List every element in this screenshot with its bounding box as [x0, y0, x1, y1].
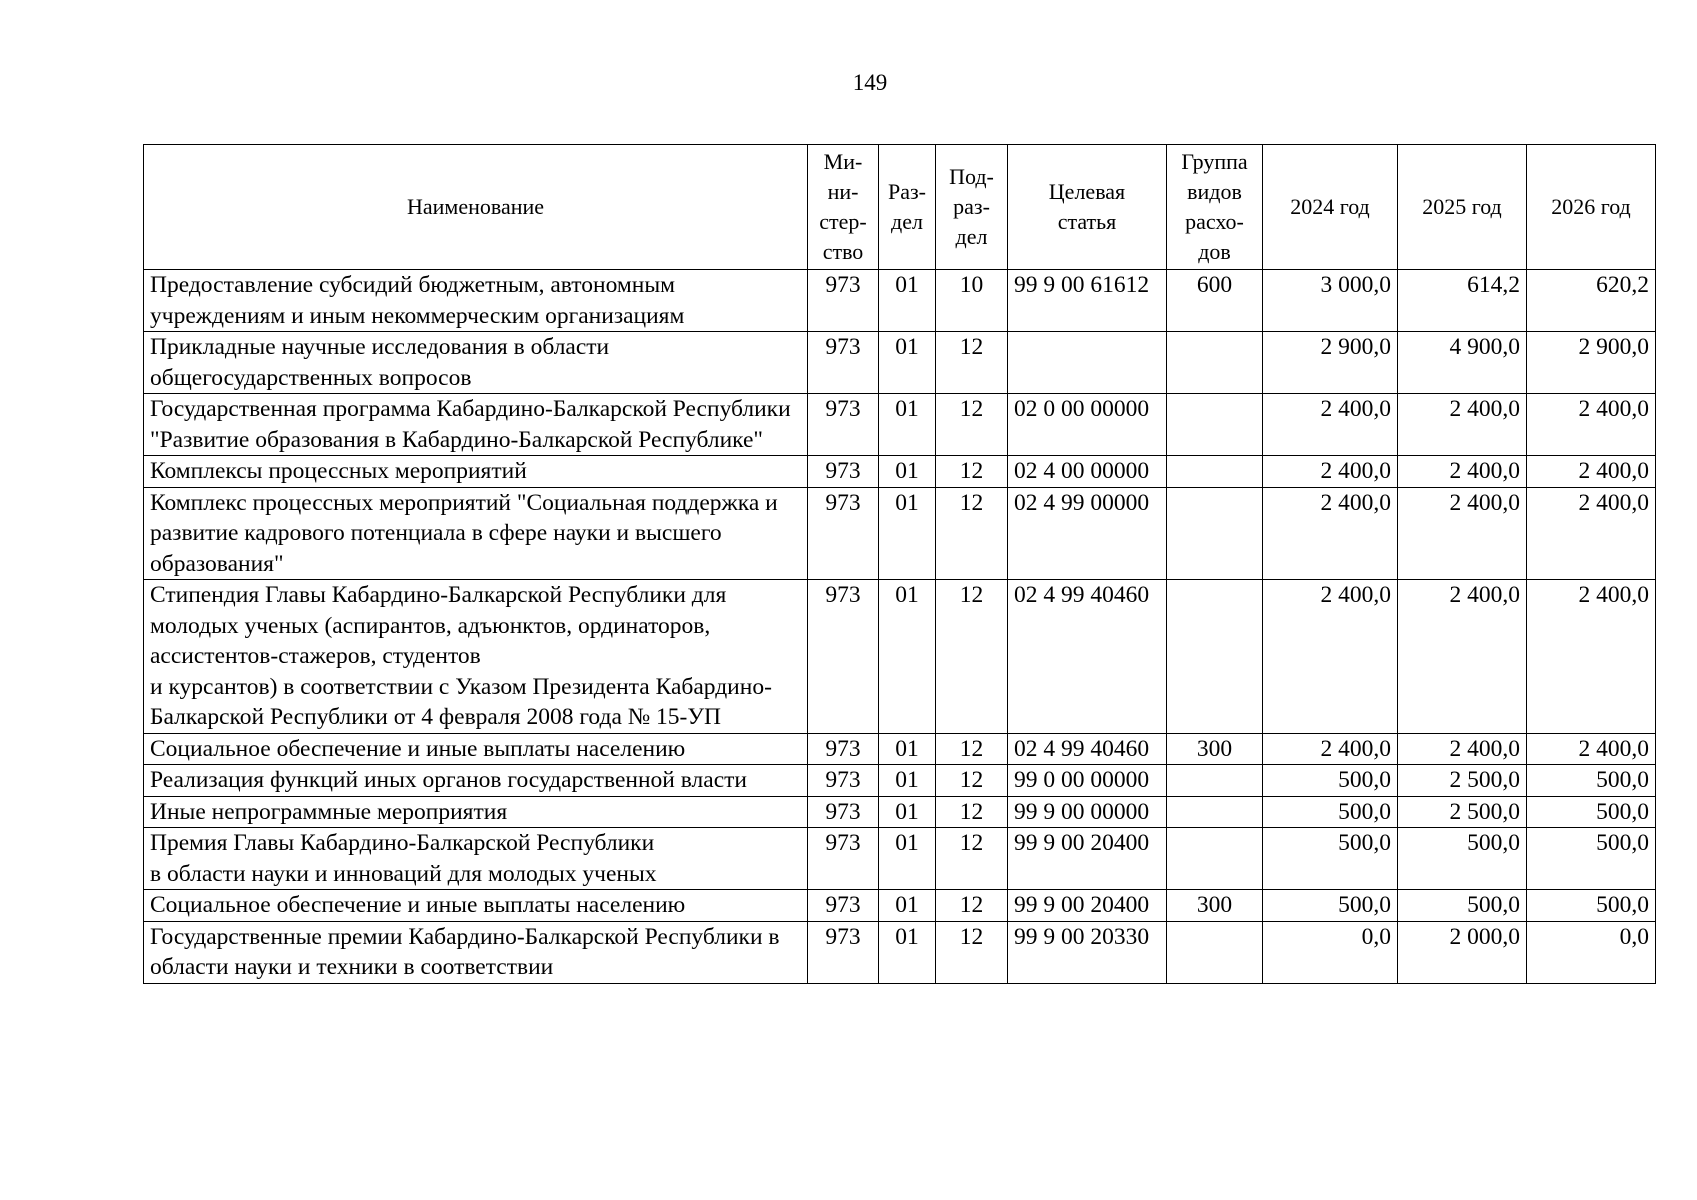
table-row: [144, 332, 1656, 394]
cell-subsection: 12: [936, 332, 1008, 394]
cell-2024: 3 000,0: [1263, 270, 1398, 332]
header-2024: 2024 год: [1263, 145, 1398, 270]
cell-2026: 2 400,0: [1527, 487, 1656, 580]
cell-name: Реализация функций иных органов государственной власти: [144, 765, 808, 797]
cell-2025: 2 400,0: [1398, 456, 1527, 488]
table-row: [144, 796, 1656, 828]
cell-expense-group: [1167, 765, 1263, 797]
page-number: 149: [852, 70, 888, 95]
cell-section: 01: [879, 733, 936, 765]
cell-2026: 620,2: [1527, 270, 1656, 332]
table-row: [144, 921, 1656, 983]
table-row: [144, 828, 1656, 890]
budget-table: [143, 144, 1656, 984]
cell-2026: 500,0: [1527, 796, 1656, 828]
table-row: [144, 765, 1656, 797]
table-row: [144, 733, 1656, 765]
cell-name: Предоставление субсидий бюджетным, автономным учреждениям и иным некоммерческим организациям: [144, 270, 808, 332]
cell-2026: 2 400,0: [1527, 580, 1656, 734]
cell-subsection: 12: [936, 487, 1008, 580]
cell-subsection: 12: [936, 580, 1008, 734]
cell-2024: 2 400,0: [1263, 580, 1398, 734]
cell-subsection: 12: [936, 890, 1008, 922]
cell-name: Комплекс процессных мероприятий "Социальная поддержка и развитие кадрового потенциала в сфере науки и высшего образования": [144, 487, 808, 580]
cell-expense-group: [1167, 828, 1263, 890]
cell-2024: 500,0: [1263, 890, 1398, 922]
cell-2025: 2 500,0: [1398, 796, 1527, 828]
header-row: [144, 145, 1656, 270]
cell-expense-group: [1167, 394, 1263, 456]
table-row: [144, 270, 1656, 332]
cell-target: 99 0 00 00000: [1008, 765, 1167, 797]
cell-section: 01: [879, 796, 936, 828]
table-row: [144, 487, 1656, 580]
cell-2025: 4 900,0: [1398, 332, 1527, 394]
header-subsection: Под- раз- дел: [936, 145, 1008, 270]
cell-2026: 2 400,0: [1527, 733, 1656, 765]
cell-ministry: 973: [808, 921, 879, 983]
cell-2024: 2 400,0: [1263, 456, 1398, 488]
cell-2025: 2 400,0: [1398, 733, 1527, 765]
cell-2025: 2 500,0: [1398, 765, 1527, 797]
cell-subsection: 12: [936, 765, 1008, 797]
cell-expense-group: 300: [1167, 733, 1263, 765]
table-row: [144, 580, 1656, 734]
cell-section: 01: [879, 456, 936, 488]
cell-expense-group: [1167, 580, 1263, 734]
cell-expense-group: [1167, 332, 1263, 394]
cell-subsection: 10: [936, 270, 1008, 332]
cell-expense-group: 600: [1167, 270, 1263, 332]
cell-name: Комплексы процессных мероприятий: [144, 456, 808, 488]
cell-expense-group: [1167, 796, 1263, 828]
cell-2026: 0,0: [1527, 921, 1656, 983]
header-ministry: Ми- ни- стер- ство: [808, 145, 879, 270]
cell-subsection: 12: [936, 828, 1008, 890]
cell-2026: 2 900,0: [1527, 332, 1656, 394]
cell-section: 01: [879, 828, 936, 890]
cell-ministry: 973: [808, 580, 879, 734]
cell-2026: 500,0: [1527, 890, 1656, 922]
cell-section: 01: [879, 487, 936, 580]
cell-ministry: 973: [808, 890, 879, 922]
cell-2025: 614,2: [1398, 270, 1527, 332]
cell-name: Государственные премии Кабардино-Балкарской Республики в области науки и техники в соответствии: [144, 921, 808, 983]
cell-ministry: 973: [808, 394, 879, 456]
cell-name: Иные непрограммные мероприятия: [144, 796, 808, 828]
cell-target: 99 9 00 20400: [1008, 890, 1167, 922]
cell-2025: 2 400,0: [1398, 394, 1527, 456]
cell-ministry: 973: [808, 828, 879, 890]
cell-2025: 2 400,0: [1398, 580, 1527, 734]
header-2025: 2025 год: [1398, 145, 1527, 270]
cell-2025: 2 000,0: [1398, 921, 1527, 983]
cell-section: 01: [879, 270, 936, 332]
cell-2026: 2 400,0: [1527, 394, 1656, 456]
cell-ministry: 973: [808, 487, 879, 580]
cell-target: [1008, 332, 1167, 394]
cell-2024: 2 400,0: [1263, 394, 1398, 456]
cell-2024: 2 400,0: [1263, 487, 1398, 580]
cell-ministry: 973: [808, 796, 879, 828]
header-name: Наименование: [144, 145, 808, 270]
cell-target: 02 4 99 00000: [1008, 487, 1167, 580]
cell-section: 01: [879, 921, 936, 983]
cell-ministry: 973: [808, 765, 879, 797]
header-expense-group: Группа видов расхо- дов: [1167, 145, 1263, 270]
cell-2024: 0,0: [1263, 921, 1398, 983]
cell-target: 02 0 00 00000: [1008, 394, 1167, 456]
cell-name: Социальное обеспечение и иные выплаты населению: [144, 890, 808, 922]
cell-subsection: 12: [936, 394, 1008, 456]
cell-expense-group: [1167, 456, 1263, 488]
cell-2025: 2 400,0: [1398, 487, 1527, 580]
cell-2024: 2 400,0: [1263, 733, 1398, 765]
cell-expense-group: [1167, 921, 1263, 983]
header-section: Раз- дел: [879, 145, 936, 270]
cell-target: 99 9 00 20400: [1008, 828, 1167, 890]
table-row: [144, 394, 1656, 456]
cell-2026: 500,0: [1527, 828, 1656, 890]
cell-subsection: 12: [936, 456, 1008, 488]
cell-2024: 500,0: [1263, 765, 1398, 797]
cell-name: Стипендия Главы Кабардино-Балкарской Республики для молодых ученых (аспирантов, адъюнктов, ординаторов, ассистентов-стажеров, студентов и курсантов) в соответствии с Указом Президента Кабардино-Балкарской Республики от 4 февраля 2008 года № 15-УП: [144, 580, 808, 734]
cell-2025: 500,0: [1398, 828, 1527, 890]
cell-2024: 500,0: [1263, 796, 1398, 828]
cell-target: 99 9 00 61612: [1008, 270, 1167, 332]
cell-ministry: 973: [808, 733, 879, 765]
cell-expense-group: 300: [1167, 890, 1263, 922]
cell-section: 01: [879, 890, 936, 922]
cell-2026: 2 400,0: [1527, 456, 1656, 488]
cell-target: 02 4 99 40460: [1008, 580, 1167, 734]
cell-subsection: 12: [936, 733, 1008, 765]
cell-section: 01: [879, 394, 936, 456]
cell-name: Социальное обеспечение и иные выплаты населению: [144, 733, 808, 765]
cell-ministry: 973: [808, 456, 879, 488]
cell-2024: 500,0: [1263, 828, 1398, 890]
cell-2026: 500,0: [1527, 765, 1656, 797]
cell-name: Государственная программа Кабардино-Балкарской Республики "Развитие образования в Кабардино-Балкарской Республике": [144, 394, 808, 456]
cell-section: 01: [879, 765, 936, 797]
cell-section: 01: [879, 332, 936, 394]
cell-section: 01: [879, 580, 936, 734]
cell-expense-group: [1167, 487, 1263, 580]
header-target: Целевая статья: [1008, 145, 1167, 270]
cell-target: 02 4 99 40460: [1008, 733, 1167, 765]
cell-target: 99 9 00 20330: [1008, 921, 1167, 983]
cell-target: 99 9 00 00000: [1008, 796, 1167, 828]
table-row: [144, 890, 1656, 922]
table-row: [144, 456, 1656, 488]
cell-name: Премия Главы Кабардино-Балкарской Республики в области науки и инноваций для молодых ученых: [144, 828, 808, 890]
cell-ministry: 973: [808, 270, 879, 332]
header-2026: 2026 год: [1527, 145, 1656, 270]
cell-target: 02 4 00 00000: [1008, 456, 1167, 488]
cell-2025: 500,0: [1398, 890, 1527, 922]
cell-2024: 2 900,0: [1263, 332, 1398, 394]
cell-name: Прикладные научные исследования в области общегосударственных вопросов: [144, 332, 808, 394]
cell-subsection: 12: [936, 921, 1008, 983]
cell-ministry: 973: [808, 332, 879, 394]
cell-subsection: 12: [936, 796, 1008, 828]
